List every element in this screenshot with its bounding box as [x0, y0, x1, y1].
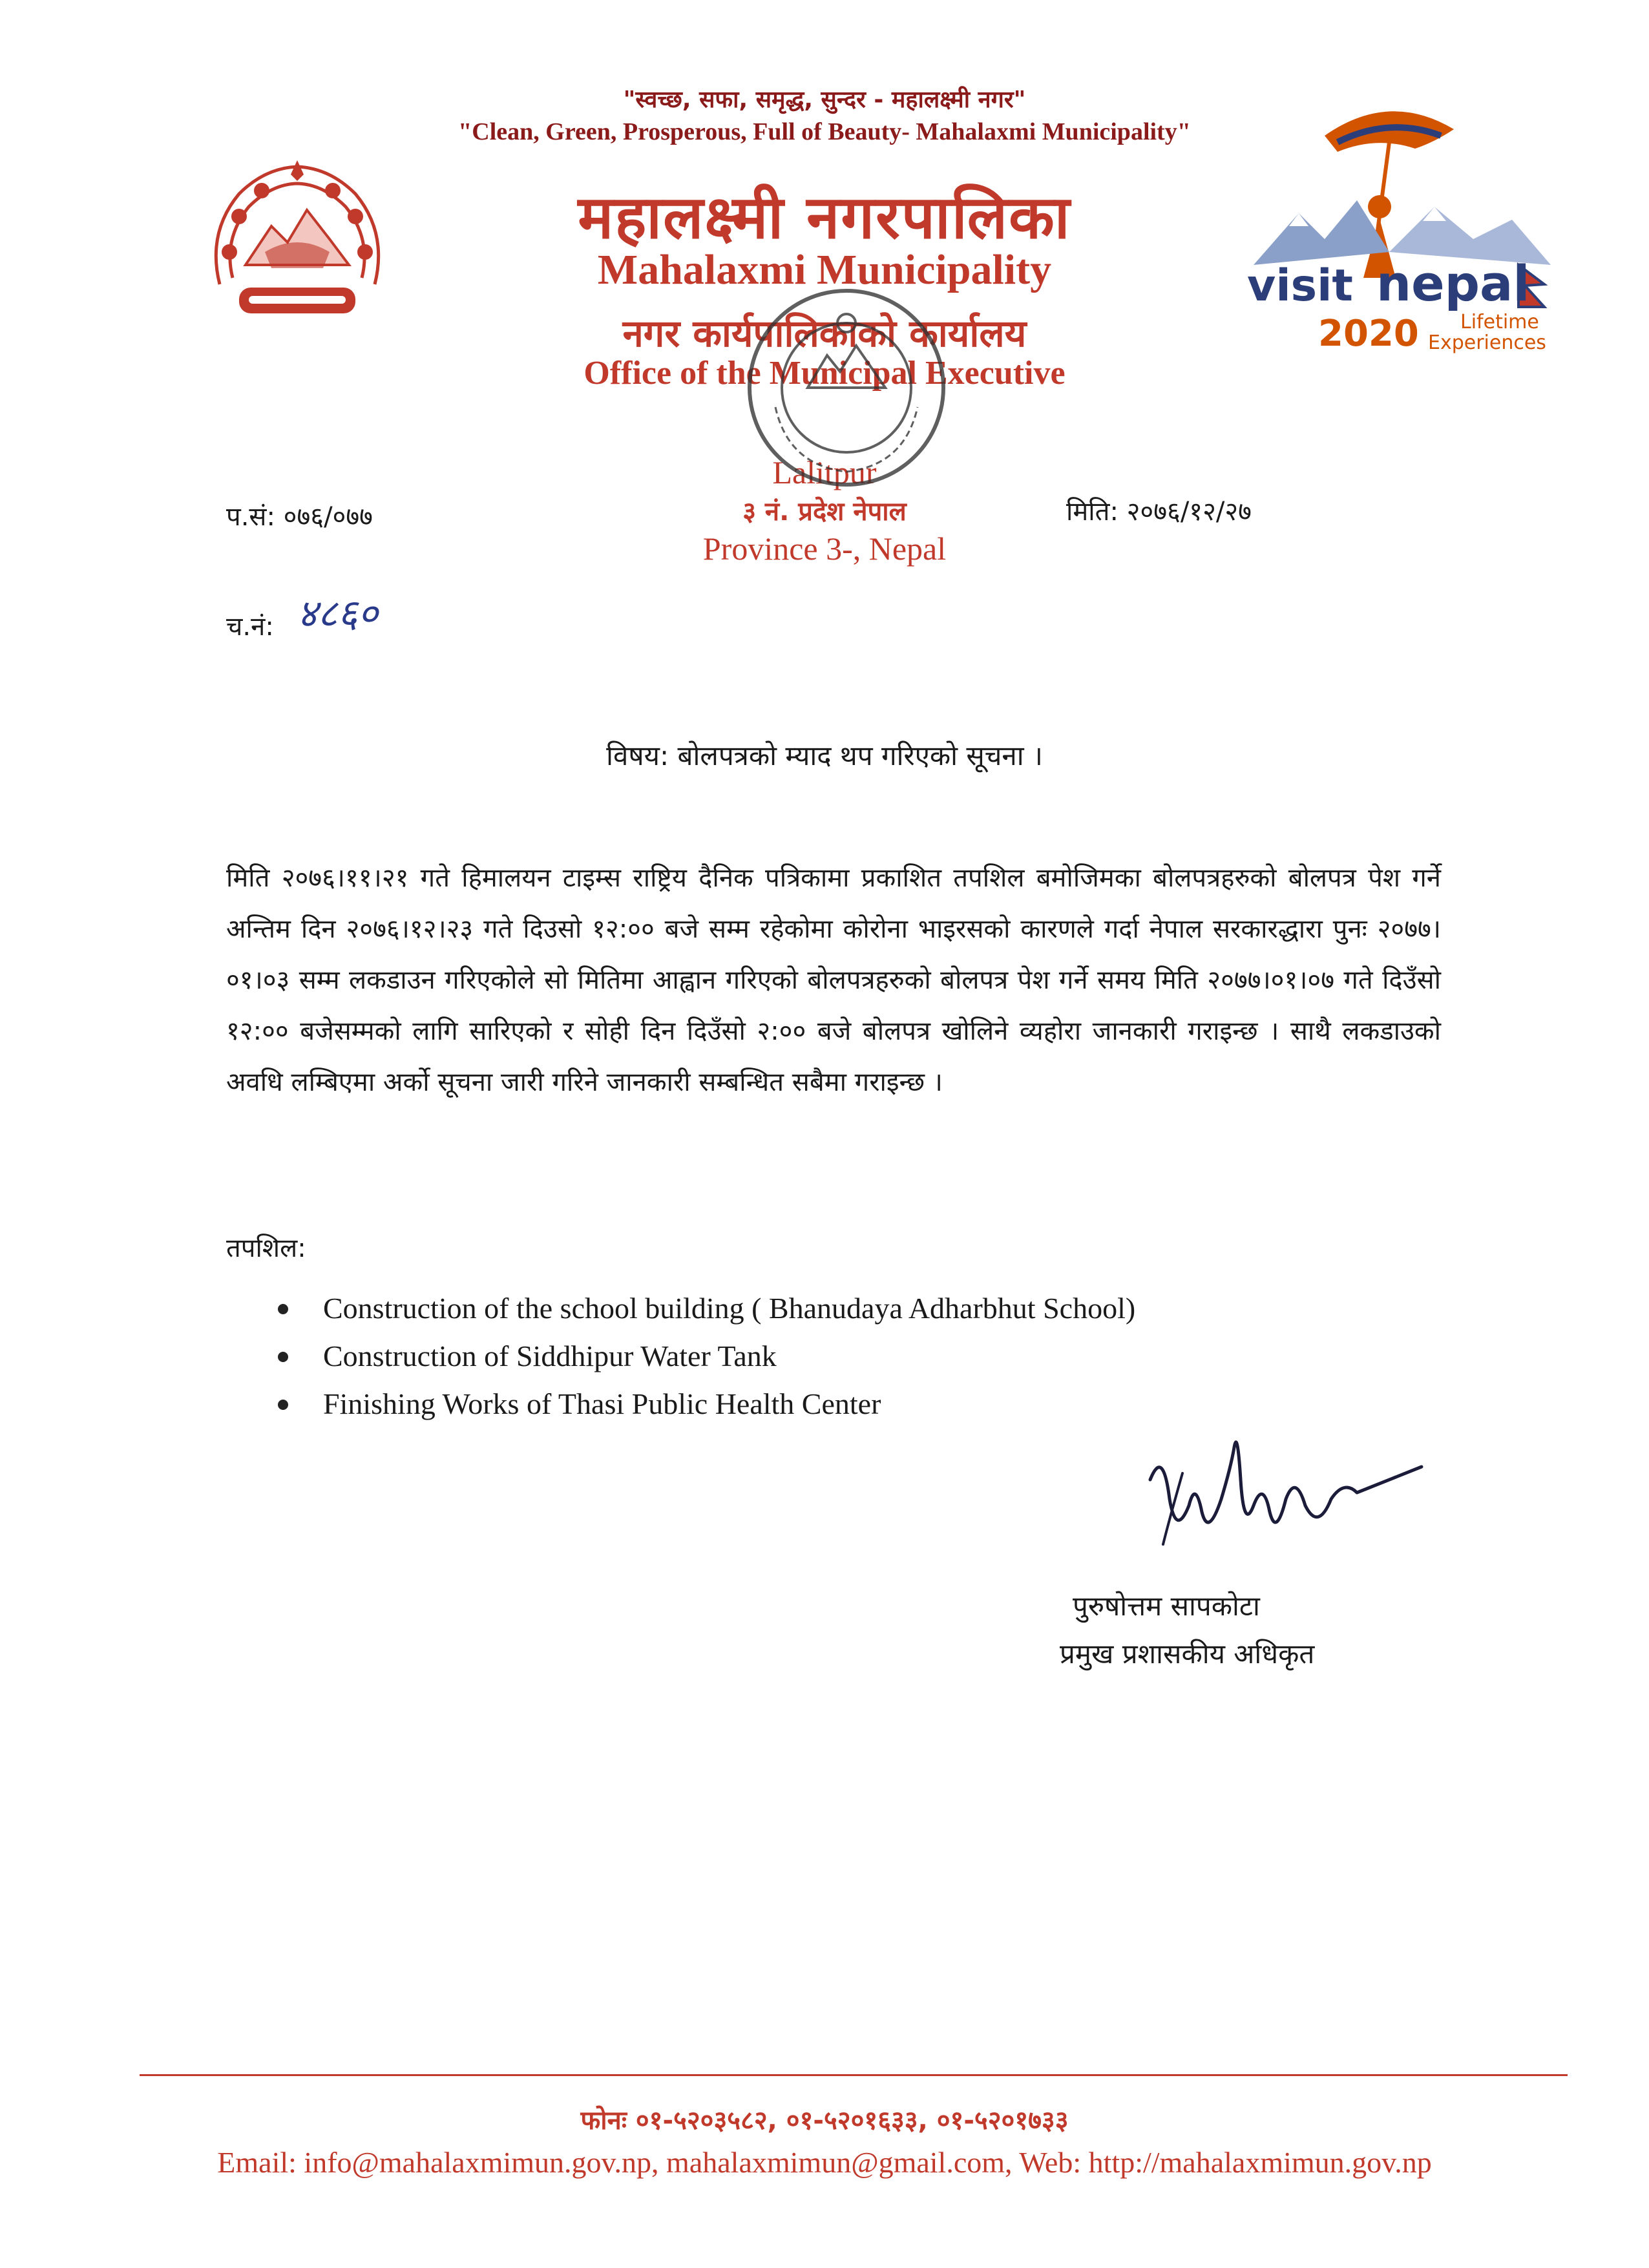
- project-title: Construction of the school building ( Bhanudaya Adharbhut School): [323, 1292, 1136, 1325]
- dispatch-number-handwritten: [284, 582, 465, 640]
- logo-word-visit: visit: [1247, 260, 1353, 311]
- bullet-icon: [278, 1352, 288, 1362]
- municipality-name-english: Mahalaxmi Municipality: [597, 246, 1052, 293]
- schedule-label: तपशिल:: [226, 1234, 306, 1263]
- reference-number: प.सं: ०७६/०७७: [226, 502, 373, 532]
- nepal-government-emblem-icon: [194, 155, 401, 330]
- signatory-title: प्रमुख प्रशासकीय अधिकृत: [1060, 1638, 1315, 1670]
- office-name-english: Office of the Municipal Executive: [583, 355, 1066, 392]
- list-item: [278, 1285, 1376, 1332]
- logo-tagline-experiences: Experiences: [1428, 331, 1546, 354]
- letter-date: मिति: २०७६/१२/२७: [1066, 497, 1252, 527]
- project-list: [278, 1285, 1376, 1428]
- footer-contact-info: Email: info@mahalaxmimun.gov.np, mahalaxmimun@gmail.com, Web: http://mahalaxmimun.gov.np: [217, 2146, 1432, 2179]
- province-nepali: ३ नं. प्रदेश नेपाल: [742, 497, 907, 527]
- project-title: Construction of Siddhipur Water Tank: [323, 1339, 777, 1372]
- notice-body-paragraph: मिति २०७६।११।२१ गते हिमालयन टाइम्स राष्ट्रिय दैनिक पत्रिकामा प्रकाशित तपशिल बमोजिमका बोलपत्रहरुको बोलपत्र पेश गर्ने अन्तिम दिन २०७६।१२।२३ गते दिउसो १२:०० बजे सम्म रहेकोमा कोरोना भाइरसको कारणले गर्दा नेपाल सरकारद्धारा पुनः २०७७।०१।०३ सम्म लकडाउन गरिएकोले सो मितिमा आह्वान गरिएको बोलपत्रहरुको बोलपत्र पेश गर्ने समय मिति २०७७।०१।०७ गते दिउँसो १२:०० बजेसम्मको लागि सारिएको र सोही दिन दिउँसो २:०० बजे बोलपत्र खोलिने व्यहोरा जानकारी गराइन्छ । साथै लकडाउको अवधि लम्बिएमा अर्को सूचना जारी गरिने जानकारी सम्बन्धित सबैमा गराइन्छ ।: [226, 863, 1441, 1097]
- handwritten-signature: [1124, 1409, 1434, 1564]
- list-item: [278, 1332, 1376, 1380]
- office-name-nepali: नगर कार्यपालिकाको कार्यालय: [622, 311, 1027, 355]
- office-seal-stamp: [737, 278, 956, 498]
- logo-year: 2020: [1318, 313, 1419, 355]
- footer-divider: [140, 2074, 1568, 2076]
- signatory-name: पुरुषोत्तम सापकोटा: [1073, 1590, 1260, 1622]
- slogan-nepali: "स्वच्छ, सफा, समृद्ध, सुन्दर - महालक्ष्मी नगर": [623, 87, 1026, 113]
- svg-text:४८६०: ४८६०: [297, 591, 378, 636]
- footer-phone-numbers: फोनः ०१-५२०३५८२, ०१-५२०१६३३, ०१-५२०१७३३: [580, 2106, 1069, 2136]
- slogan-english: "Clean, Green, Prosperous, Full of Beauty- Mahalaxmi Municipality": [458, 118, 1191, 145]
- bullet-icon: [278, 1304, 288, 1314]
- dispatch-number-label: च.नं:: [226, 612, 274, 642]
- bullet-icon: [278, 1400, 288, 1410]
- project-title: Finishing Works of Thasi Public Health Center: [323, 1387, 881, 1420]
- province-english: Province 3-, Nepal: [702, 530, 947, 567]
- letter-subject: विषय: बोलपत्रको म्याद थप गरिएको सूचना ।: [606, 740, 1043, 772]
- municipality-name-nepali: महालक्ष्मी नगरपालिका: [578, 183, 1071, 252]
- city-name: Lalitpur: [772, 454, 877, 490]
- logo-word-nepal: nepal: [1376, 255, 1530, 312]
- logo-tagline-lifetime: Lifetime: [1460, 311, 1539, 333]
- visit-nepal-2020-logo: [1241, 71, 1577, 368]
